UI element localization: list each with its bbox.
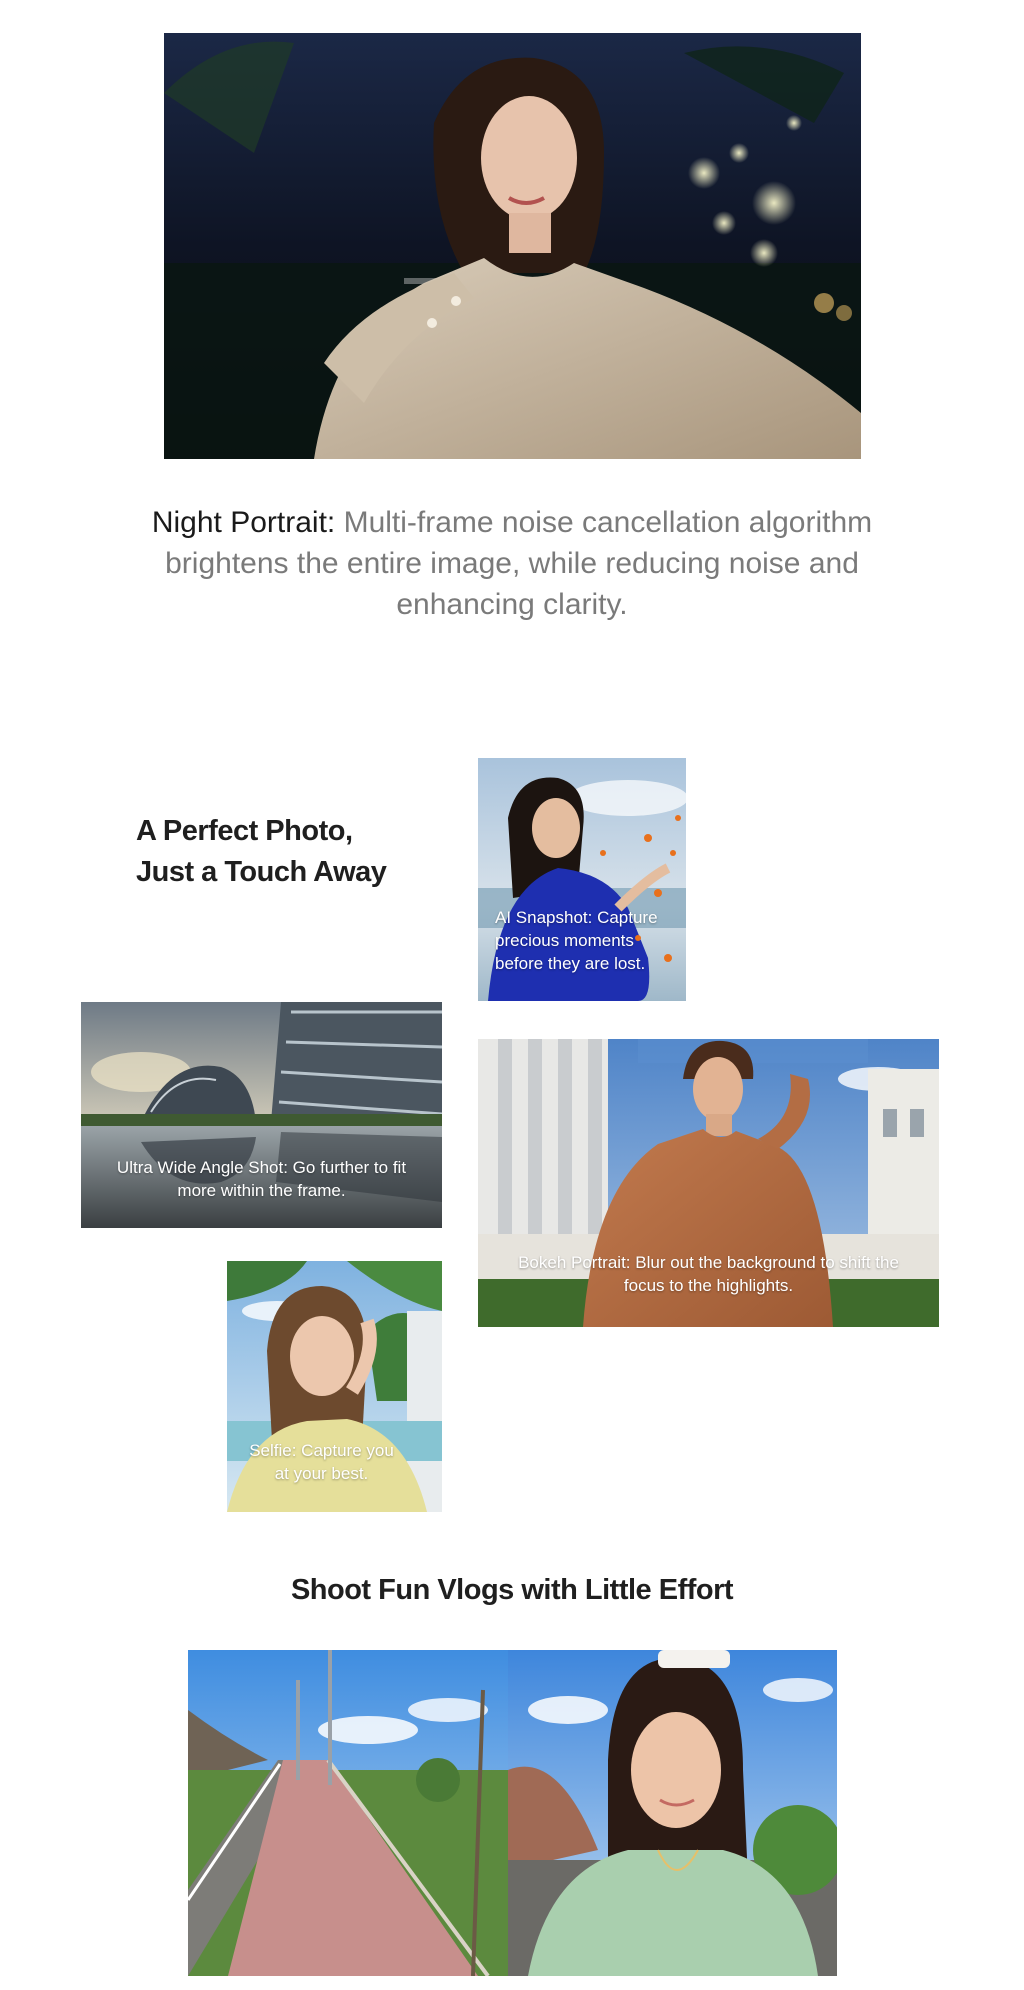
selfie-photo xyxy=(227,1261,442,1512)
vlog-selfie-photo xyxy=(508,1650,837,1976)
night-portrait-photo xyxy=(164,33,861,459)
night-portrait-description: Multi-frame noise cancellation algorithm brightens the entire image, while reducing noise and enhancing clarity. xyxy=(165,506,873,621)
night-portrait-label: Night Portrait: xyxy=(151,506,336,539)
night-portrait-caption xyxy=(130,502,894,625)
perfect-photo-heading-line1: A Perfect Photo, xyxy=(136,815,353,847)
perfect-photo-heading-line2: Just a Touch Away xyxy=(136,856,387,888)
ai-snapshot-photo xyxy=(478,758,686,1001)
bokeh-portrait-caption: Bokeh Portrait: Blur out the background to shift the focus to the highlights. xyxy=(518,1253,899,1295)
vlog-heading: Shoot Fun Vlogs with Little Effort xyxy=(290,1574,734,1606)
bokeh-portrait-photo xyxy=(478,1039,939,1327)
ultra-wide-caption: Ultra Wide Angle Shot: Go further to fit more within the frame. xyxy=(116,1158,407,1200)
vlog-road-photo xyxy=(188,1650,508,1976)
perfect-photo-heading xyxy=(136,811,386,893)
selfie-caption: Selfie: Capture you at your best. xyxy=(249,1441,394,1483)
ultra-wide-photo xyxy=(81,1002,442,1228)
ai-snapshot-caption: AI Snapshot: Capture precious moments before they are lost. xyxy=(495,908,658,973)
